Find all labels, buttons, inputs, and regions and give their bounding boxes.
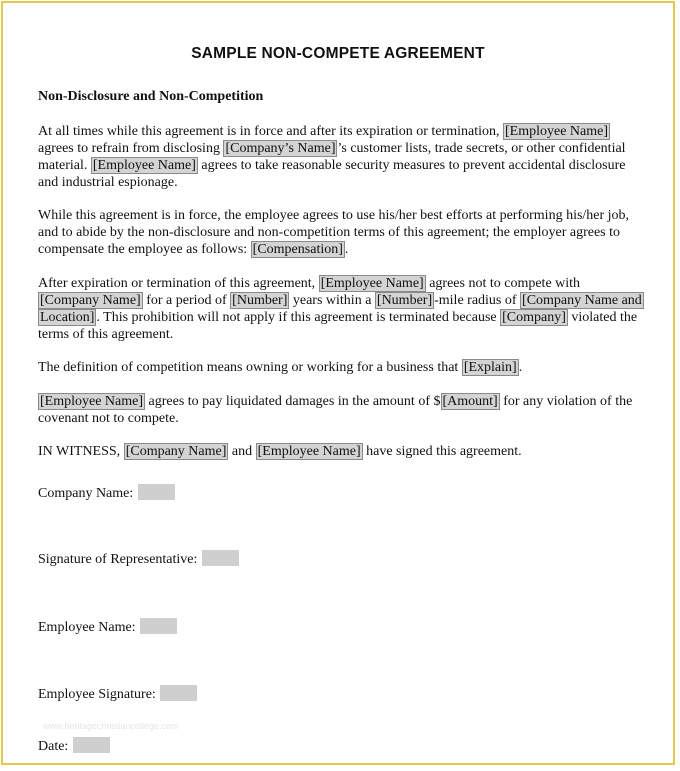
placeholder-company-name[interactable]: [Company’s Name]	[225, 141, 336, 156]
placeholder-number[interactable]: [Number]	[376, 293, 433, 308]
watermark: www.heritagechristiancollege.com	[43, 721, 179, 731]
date-input[interactable]	[73, 737, 110, 753]
placeholder-company-location[interactable]: [Company Name and	[522, 293, 642, 308]
company-name-label: Company Name:	[38, 486, 134, 501]
text-run: At all times while this agreement is in force and after its expiration or termination,	[38, 124, 503, 139]
text-run: violated the	[567, 310, 638, 325]
text-run: terms of this agreement.	[38, 327, 174, 342]
text-run: After expiration or termination of this agreement,	[38, 276, 319, 291]
section-heading: Non-Disclosure and Non-Competition	[38, 89, 264, 104]
text-run: While this agreement is in force, the employee agrees to use his/her best efforts at performing his/her job,	[38, 208, 630, 223]
employee-signature-field	[38, 685, 197, 703]
text-run: covenant not to compete.	[38, 411, 179, 426]
text-run: The definition of competition means owning or working for a business that	[38, 360, 462, 375]
text-run: and	[228, 444, 256, 459]
placeholder-company-location[interactable]: Location]	[40, 310, 95, 325]
text-run: have signed this agreement.	[362, 444, 522, 459]
document-title: SAMPLE NON-COMPETE AGREEMENT	[191, 45, 485, 62]
paragraph-damages	[38, 393, 668, 427]
date-field	[38, 737, 110, 755]
text-run: .	[344, 242, 349, 257]
employee-name-input[interactable]	[140, 618, 177, 634]
paragraph-competition-definition	[38, 359, 668, 376]
text-run: years within a	[289, 293, 375, 308]
placeholder-employee-name[interactable]: [Employee Name]	[92, 158, 196, 173]
document-page	[1, 1, 675, 765]
placeholder-company-name[interactable]: [Company Name]	[40, 293, 141, 308]
signature-representative-field	[38, 550, 239, 568]
text-run: agrees to pay liquidated damages in the amount of $	[145, 394, 441, 409]
text-run: IN WITNESS,	[38, 444, 124, 459]
signature-representative-label: Signature of Representative:	[38, 552, 198, 567]
paragraph-compensation	[38, 207, 668, 258]
placeholder-company-name[interactable]: [Company Name]	[125, 444, 227, 459]
placeholder-employee-name[interactable]: [Employee Name]	[320, 276, 424, 291]
employee-signature-label: Employee Signature:	[38, 687, 156, 702]
company-name-input[interactable]	[138, 484, 175, 500]
paragraph-witness	[38, 443, 668, 460]
paragraph-confidentiality	[38, 123, 668, 191]
text-run: . This prohibition will not apply if this agreement is terminated because	[96, 310, 501, 325]
employee-name-field	[38, 618, 177, 636]
text-run: agrees to refrain from disclosing	[38, 141, 224, 156]
placeholder-employee-name[interactable]: [Employee Name]	[504, 124, 608, 139]
placeholder-company[interactable]: [Company]	[502, 310, 566, 325]
signature-representative-input[interactable]	[202, 550, 239, 566]
text-run: ’s customer lists, trade secrets, or other confidential	[337, 141, 626, 156]
text-run: -mile radius of	[434, 293, 521, 308]
date-label: Date:	[38, 739, 69, 754]
placeholder-employee-name[interactable]: [Employee Name]	[40, 394, 144, 409]
text-run: .	[518, 360, 523, 375]
text-run: for a period of	[142, 293, 231, 308]
text-run: material.	[38, 158, 91, 173]
company-name-field	[38, 484, 175, 502]
placeholder-amount[interactable]: [Amount]	[442, 394, 498, 409]
placeholder-employee-name[interactable]: [Employee Name]	[257, 444, 361, 459]
placeholder-number[interactable]: [Number]	[232, 293, 288, 308]
text-run: for any violation of the	[499, 394, 633, 409]
text-run: agrees not to compete with	[425, 276, 581, 291]
employee-signature-input[interactable]	[160, 685, 197, 701]
text-run: compensate the employee as follows:	[38, 242, 251, 257]
text-run: agrees to take reasonable security measures to prevent accidental disclosure	[197, 158, 626, 173]
employee-name-label: Employee Name:	[38, 620, 136, 635]
text-run: and industrial espionage.	[38, 175, 178, 190]
text-run: and to abide by the non-disclosure and non-competition terms of this agreement; the employer agrees to	[38, 225, 620, 240]
placeholder-compensation[interactable]: [Compensation]	[252, 242, 343, 257]
paragraph-non-compete	[38, 275, 668, 343]
placeholder-explain[interactable]: [Explain]	[463, 360, 517, 375]
